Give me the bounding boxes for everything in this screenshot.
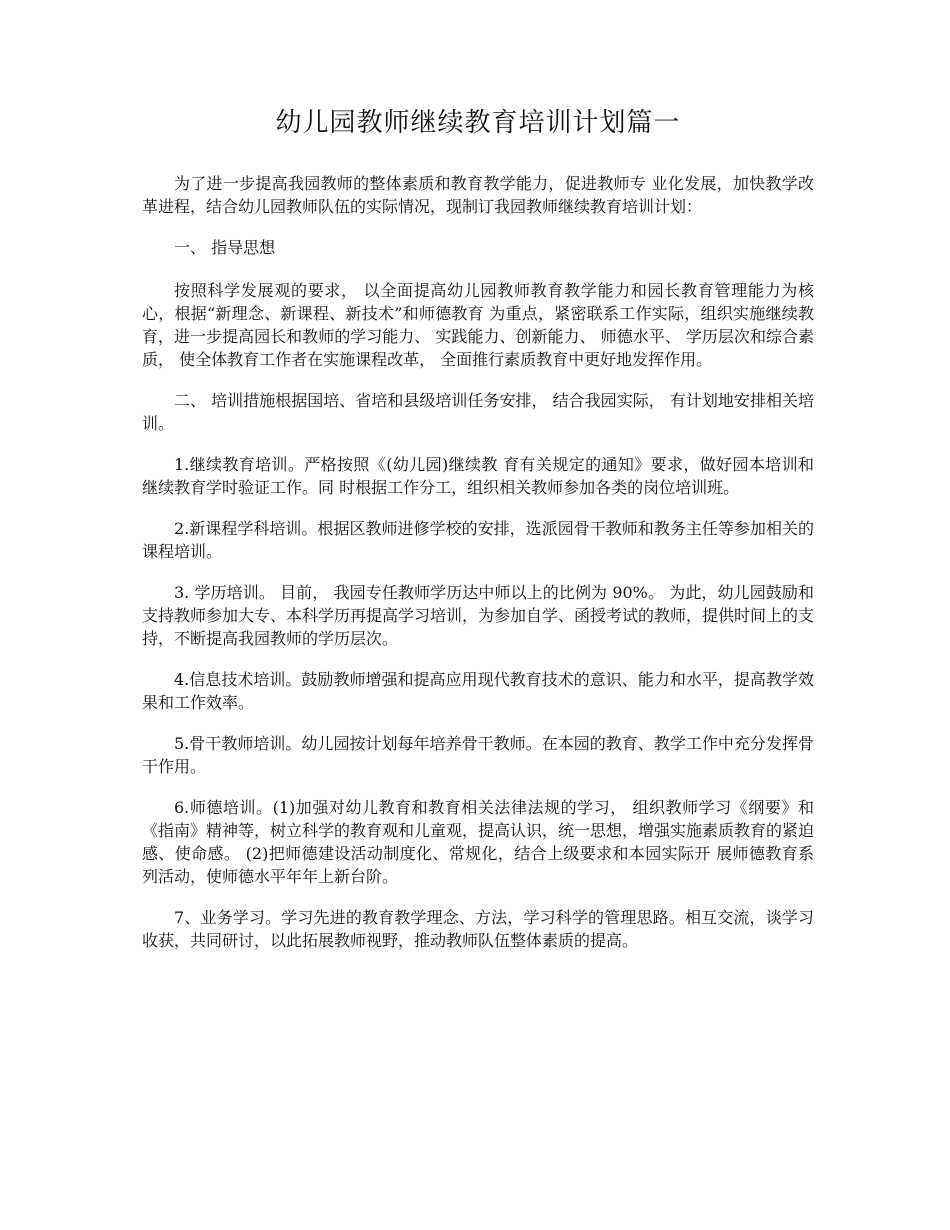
paragraph-item-5: 5.骨干教师培训。幼儿园按计划每年培养骨干教师。在本园的教育、教学工作中充分发挥骨干作用。 — [142, 734, 814, 776]
paragraph-item-7: 7、业务学习。学习先进的教育教学理念、方法，学习科学的管理思路。相互交流，谈学习收获，共同研讨，以此拓展教师视野，推动教师队伍整体素质的提高。 — [142, 908, 814, 950]
paragraph-item-1: 1.继续教育培训。严格按照《(幼儿园)继续教 育有关规定的通知》要求，做好园本培训和继续教育学时验证工作。同 时根据工作分工，组织相关教师参加各类的岗位培训班。 — [142, 455, 814, 497]
document-title: 幼儿园教师继续教育培训计划篇一 — [275, 108, 681, 138]
paragraph-item-3: 3. 学历培训。 目前， 我园专任教师学历达中师以上的比例为 90%。 为此，幼儿园鼓励和支持教师参加大专、本科学历再提高学习培训，为参加自学、函授考试的教师，提供时间上的支持，不断提高我园教师的学历层次。 — [142, 583, 815, 648]
section-heading-guiding-ideology: 一、 指导思想 — [174, 238, 276, 257]
paragraph-item-4: 4.信息技术培训。鼓励教师增强和提高应用现代教育技术的意识、能力和水平，提高教学效果和工作效率。 — [142, 670, 814, 712]
paragraph-item-6: 6.师德培训。(1)加强对幼儿教育和教育相关法律法规的学习， 组织教师学习《纲要》和《指南》精神等，树立科学的教育观和儿童观，提高认识，统一思想，增强实施素质教育的紧迫感、使命感。 (2)把师德建设活动制度化、常规化，结合上级要求和本园实际开 展师德教育系列活动，使师德水平年年上新台阶。 — [142, 798, 815, 886]
paragraph-guiding-ideology: 按照科学发展观的要求， 以全面提高幼儿园教师教育教学能力和园长教育管理能力为核心，根据“新理念、新课程、新技术”和师德教育 为重点，紧密联系工作实际，组织实施继续教育，进一步提高园长和教师的学习能力、 实践能力、创新能力、 师德水平、 学历层次和综合素质， 使全体教育工作者在实施课程改革， 全面推行素质教育中更好地发挥作用。 — [142, 281, 814, 369]
paragraph-item-2: 2.新课程学科培训。根据区教师进修学校的安排，选派园骨干教师和教务主任等参加相关的课程培训。 — [142, 519, 814, 561]
paragraph-training-measures: 二、 培训措施根据国培、省培和县级培训任务安排， 结合我园实际， 有计划地安排相关培训。 — [142, 391, 814, 433]
paragraph-intro: 为了进一步提高我园教师的整体素质和教育教学能力，促进教师专 业化发展，加快教学改革进程，结合幼儿园教师队伍的实际情况，现制订我园教师继续教育培训计划： — [142, 174, 814, 216]
document-page — [142, 104, 814, 970]
